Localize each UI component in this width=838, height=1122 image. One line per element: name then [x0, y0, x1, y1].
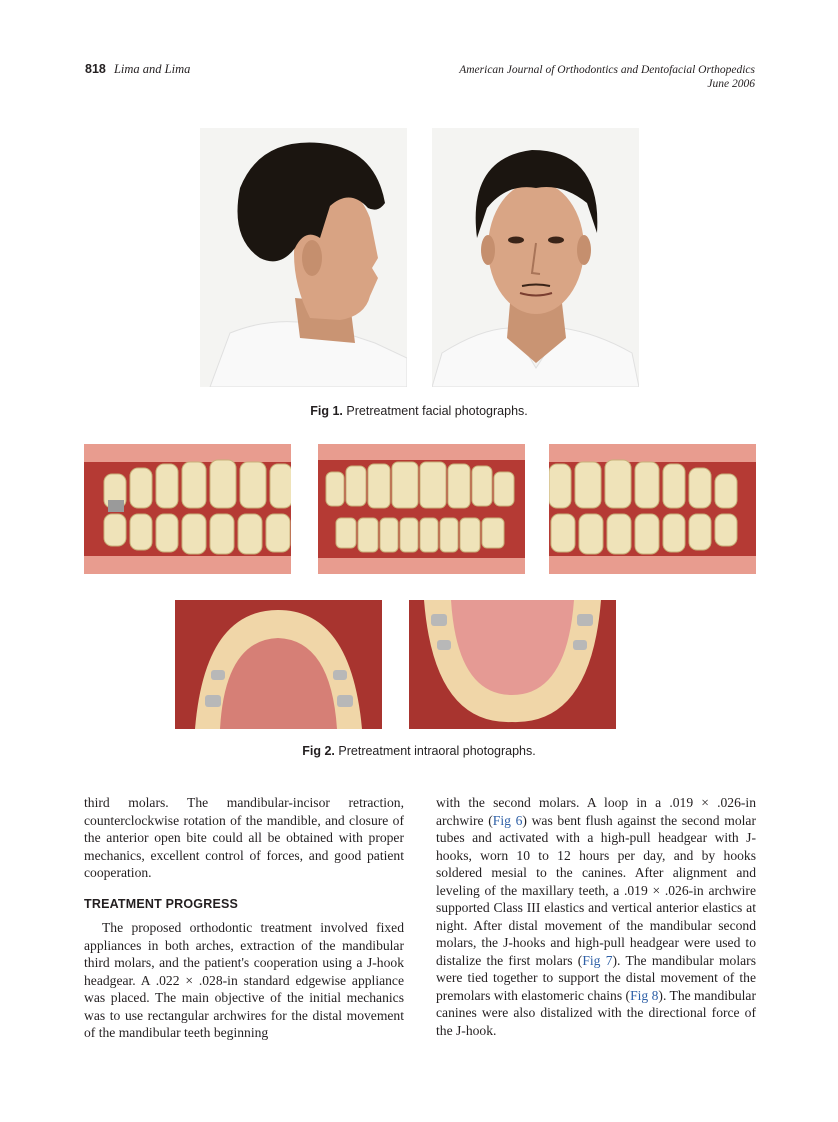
section-heading: TREATMENT PROGRESS: [84, 896, 239, 911]
fig1-caption: [0, 404, 838, 418]
text-run: with the second molars. A loop in a .019 × .026-in archwire (: [436, 795, 756, 828]
page-number: 818: [85, 62, 106, 76]
text-run: ) was bent flush against the second molar tubes and activated with a high-pull headgear with J-hooks, worn 10 to 12 hours per day, and by hooks soldered mesial to the canines. After alignment and leveling of the maxillary teeth, a .019 × .026-in archwire supported Class III elastics and vertical anterior elastics at night. After distal movement of the mandibular second molars, the J-hooks and high-pull headgear were used to distalize the first molars (: [436, 812, 756, 968]
text-column-left: [84, 794, 404, 1042]
figure-link[interactable]: Fig 7: [582, 952, 613, 968]
intraoral-photo-right: [84, 444, 291, 574]
paragraph: The proposed orthodontic treatment involved fixed appliances in both arches, extraction of the mandibular third molars, and the patient's cooperation using a J-hook headgear. A .022 × .028-in standard edgewise appliance was placed. The main objective of the initial mechanics was to use rectangular archwires for the distal movement of the mandibular teeth beginning: [84, 920, 404, 1040]
running-authors: Lima and Lima: [113, 62, 191, 76]
occlusal-photo-maxillary: [175, 600, 382, 729]
intraoral-photo-frontal: [318, 444, 525, 574]
intraoral-photo-left: [549, 444, 756, 574]
text-run: ). The mandibular canines were also distalized with the directional force of the J-hook.: [436, 987, 756, 1038]
fig1-label: Fig 1.: [310, 404, 343, 418]
figure-link[interactable]: Fig 8: [630, 987, 659, 1003]
paragraph: third molars. The mandibular-incisor retraction, counterclockwise rotation of the mandible, and closure of the anterior open bite could all be obtained with proper mechanics, excellent control of forces, and good patient cooperation.: [84, 795, 404, 880]
occlusal-photo-mandibular: [409, 600, 616, 729]
fig2-label: Fig 2.: [302, 744, 335, 758]
journal-name: American Journal of Orthodontics and Dentofacial Orthopedics: [459, 64, 755, 76]
issue-date: June 2006: [707, 78, 755, 90]
figure-link[interactable]: Fig 6: [492, 812, 523, 828]
fig2-text: Pretreatment intraoral photographs.: [338, 744, 536, 758]
paragraph: [436, 794, 756, 1039]
facial-photo-profile: [200, 128, 407, 387]
fig2-caption: [0, 744, 838, 758]
running-header-left: [85, 62, 190, 77]
text-column-right: [436, 794, 756, 1039]
text-run: ). The mandibular molars were tied together to support the distal movement of the premolars with elastomeric chains (: [436, 952, 756, 1003]
fig1-text: Pretreatment facial photographs.: [346, 404, 528, 418]
facial-photo-frontal: [432, 128, 639, 387]
running-header-right: [459, 63, 755, 91]
